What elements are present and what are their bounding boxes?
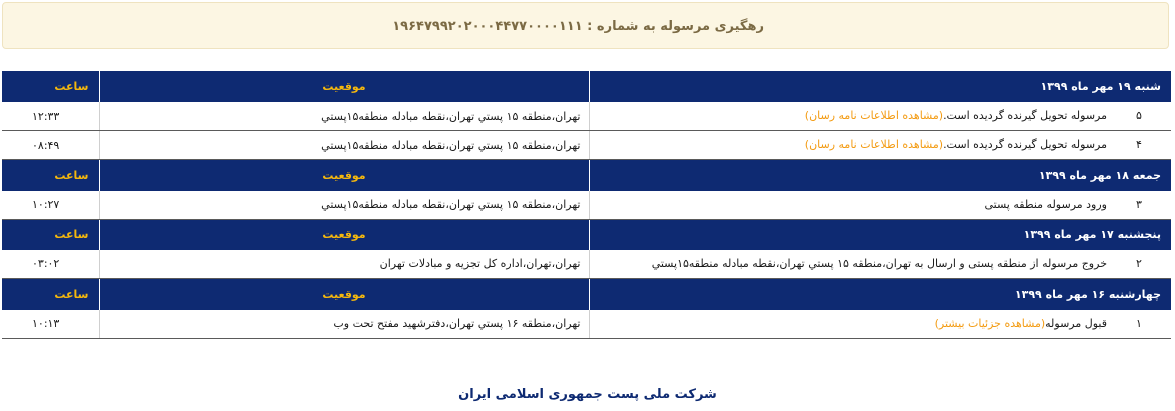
- date-header-row: [2, 219, 1171, 250]
- time-column-header: ساعت: [2, 219, 99, 250]
- location-column-header: موقعیت: [99, 160, 589, 191]
- table-row: [2, 310, 1171, 339]
- event-cell: [589, 131, 1171, 160]
- time-column-header: ساعت: [2, 160, 99, 191]
- event-location: تهران،منطقه ۱۵ پستي تهران،نقطه مبادله منطقه۱۵پستي: [99, 131, 589, 160]
- event-description: مرسوله تحویل گیرنده گردیده است.: [943, 109, 1107, 122]
- location-column-header: موقعیت: [99, 219, 589, 250]
- event-cell: [589, 310, 1171, 339]
- event-number: ۲: [1136, 257, 1142, 270]
- footer-company-name: شرکت ملی پست جمهوری اسلامی ایران: [458, 387, 717, 402]
- event-number: ۵: [1136, 109, 1142, 122]
- event-number: ۴: [1136, 138, 1142, 151]
- time-column-header: ساعت: [2, 279, 99, 310]
- event-time: ۰۸:۴۹: [2, 131, 99, 160]
- event-time: ۱۰:۱۳: [2, 310, 99, 339]
- event-location: تهران،منطقه ۱۵ پستي تهران،نقطه مبادله منطقه۱۵پستي: [99, 102, 589, 131]
- event-location: تهران،منطقه ۱۵ پستي تهران،نقطه مبادله منطقه۱۵پستي: [99, 191, 589, 220]
- view-postman-info-link[interactable]: (مشاهده اطلاعات نامه رسان): [804, 138, 944, 151]
- event-description: ورود مرسوله منطقه پستی: [984, 197, 1107, 211]
- event-description: مرسوله تحویل گیرنده گردیده است.: [943, 138, 1107, 151]
- event-time: ۱۲:۳۳: [2, 102, 99, 131]
- event-cell: [589, 102, 1171, 131]
- event-number: ۳: [1136, 197, 1142, 211]
- event-cell: [589, 191, 1171, 220]
- tracking-banner: [2, 2, 1169, 49]
- event-cell: [589, 250, 1171, 279]
- date-header: شنبه ۱۹ مهر ماه ۱۳۹۹: [589, 71, 1171, 102]
- date-header-row: [2, 279, 1171, 310]
- table-row: [2, 131, 1171, 160]
- event-description: خروج مرسوله از منطقه پستی و ارسال به تهران،منطقه ۱۵ پستي تهران،نقطه مبادله منطقه۱۵پستي: [651, 257, 1107, 270]
- event-number: ۱: [1136, 316, 1142, 330]
- view-more-details-link[interactable]: (مشاهده جزئیات بیشتر): [934, 316, 1046, 330]
- event-time: ۱۰:۲۷: [2, 191, 99, 220]
- time-column-header: ساعت: [2, 71, 99, 102]
- event-time: ۰۳:۰۲: [2, 250, 99, 279]
- event-description: قبول مرسوله: [1045, 316, 1107, 330]
- tracking-table: [2, 71, 1171, 339]
- table-row: [2, 250, 1171, 279]
- location-column-header: موقعیت: [99, 279, 589, 310]
- view-postman-info-link[interactable]: (مشاهده اطلاعات نامه رسان): [804, 109, 944, 122]
- table-row: [2, 102, 1171, 131]
- location-column-header: موقعیت: [99, 71, 589, 102]
- event-location: تهران،تهران،اداره کل تجزیه و مبادلات تهران: [99, 250, 589, 279]
- tracking-title: رهگیری مرسوله به شماره : ۱۹۶۴۷۹۹۲۰۲۰۰۰۴۴۷۷۰۰۰۰۱۱۱: [392, 19, 764, 34]
- event-location: تهران،منطقه ۱۶ پستي تهران،دفترشهيد مفتح تحت وب: [99, 310, 589, 339]
- date-header-row: [2, 71, 1171, 102]
- table-row: [2, 191, 1171, 220]
- date-header: پنجشنبه ۱۷ مهر ماه ۱۳۹۹: [589, 219, 1171, 250]
- date-header-row: [2, 160, 1171, 191]
- date-header: چهارشنبه ۱۶ مهر ماه ۱۳۹۹: [589, 279, 1171, 310]
- date-header: جمعه ۱۸ مهر ماه ۱۳۹۹: [589, 160, 1171, 191]
